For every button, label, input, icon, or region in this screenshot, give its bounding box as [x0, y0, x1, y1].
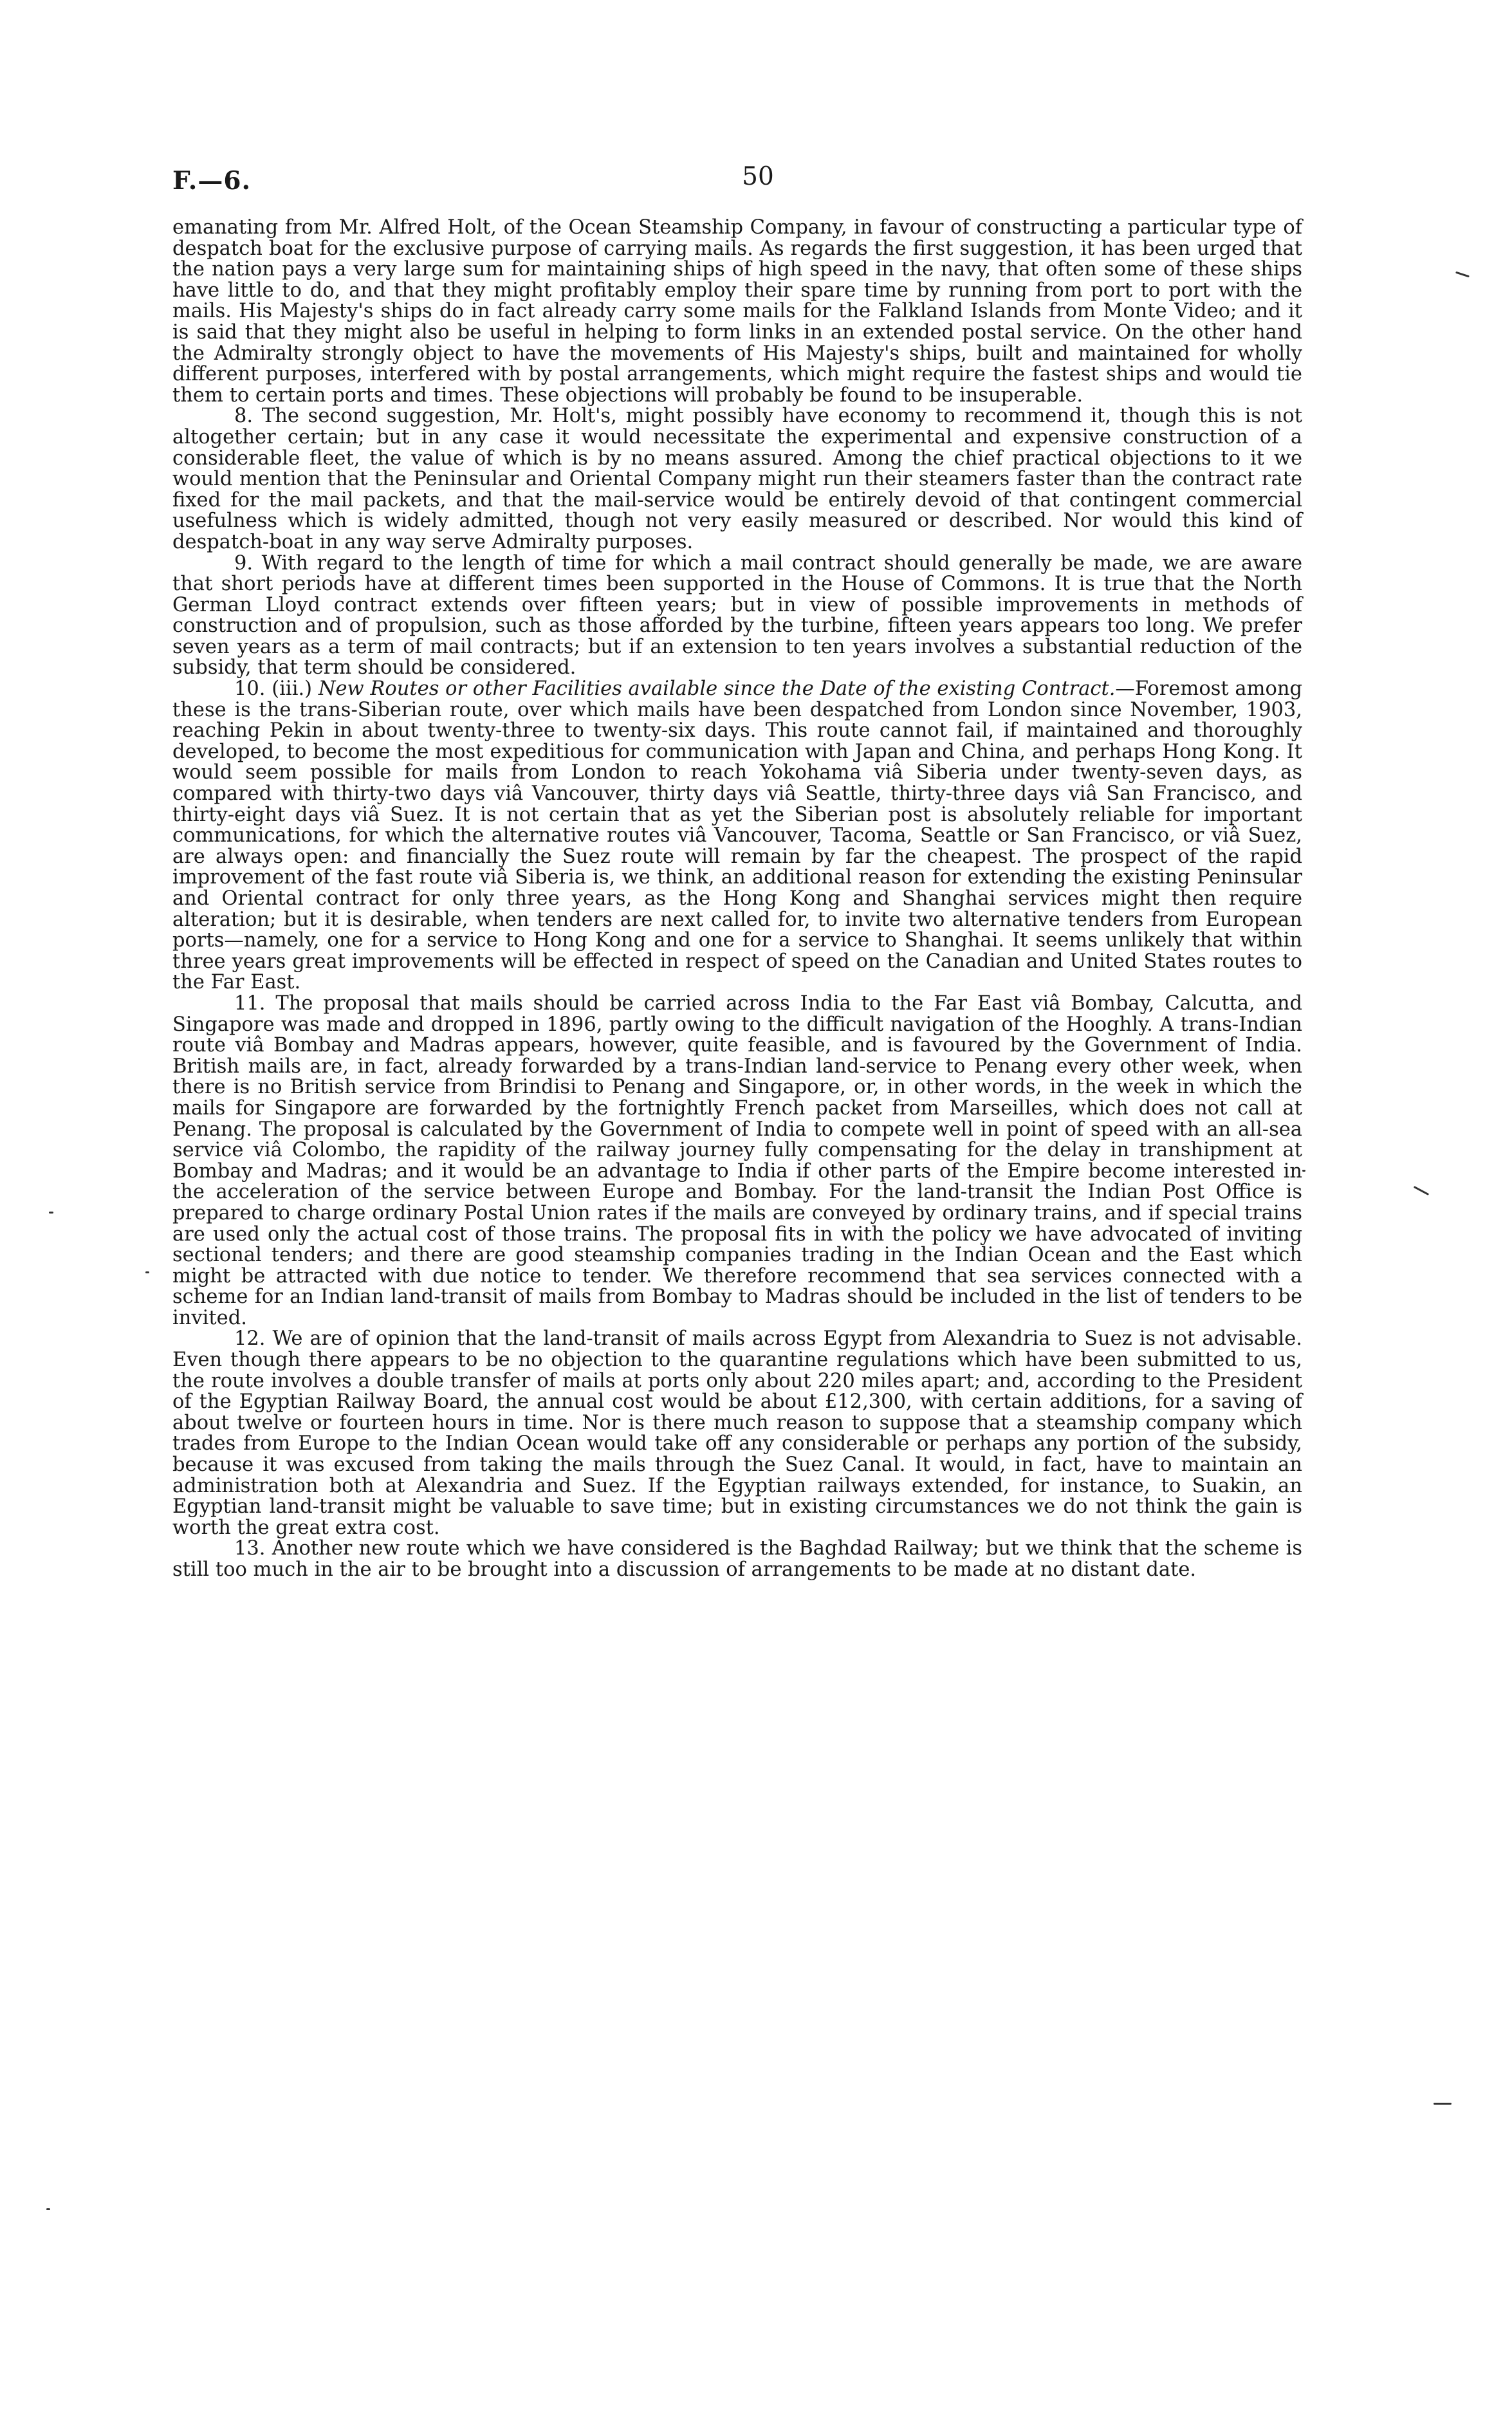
- paragraph-text: We are of opinion that the land-transit of mails across Egypt from Alexandria to Suez is not advisable. Even though there appears to be no objection to the quarantine regulations which have been submitted to us, the route involves a double transfer of mails at ports only about 220 miles apart; and, according to the President of the Egyptian Railway Board, the annual cost would be about £12,300, with certain additions, for a saving of about twelve or fourteen hours in time. Nor is there much reason to suppose that a steamship company which trades from Europe to the Indian Ocean would take off any considerable or perhaps any portion of the subsidy, because it was excused from taking the mails through the Suez Canal. It would, in fact, have to maintain an administration both at Alexandria and Suez. If the Egyptian railways extended, for instance, to Suakin, an Egyptian land-transit might be valuable to save time; but in existing circumstances we do not think the gain is worth the great extra cost.: [172, 1327, 1302, 1539]
- paragraph-number: 12.: [234, 1327, 266, 1351]
- paragraph-number: 8.: [234, 405, 254, 428]
- paragraph-13: [172, 1538, 1302, 1580]
- scan-mark: [1434, 2103, 1452, 2105]
- paragraph-text: The second suggestion, Mr. Holt's, might possibly have economy to recommend it, though this is not altogether certain; but in any case it would necessitate the experimental and expensive construction of a considerable fleet, the value of which is by no means assured. Among the chief practical objections to it we would mention that the Peninsular and Oriental Company might run their steamers faster than the contract rate fixed for the mail packets, and that the mail-service would be entirely devoid of that contingent commercial usefulness which is widely admitted, though not very easily measured or described. Nor would this kind of despatch-boat in any way serve Admiralty purposes.: [172, 405, 1302, 553]
- scan-mark: [145, 1271, 149, 1273]
- paragraph-number: 13.: [234, 1537, 266, 1560]
- paragraph-text: —Foremost among these is the trans-Siberian route, over which mails have been despatched from London since November, 1903, reaching Pekin in about twenty-three to twenty-six days. This route cannot fail, if maintained and thoroughly developed, to become the most expeditious for communication with Japan and China, and perhaps Hong Kong. It would seem possible for mails from London to reach Yokohama viâ Siberia under twenty-seven days, as compared with thirty-two days viâ Vancouver, thirty days viâ Seattle, thirty-three days viâ San Francisco, and thirty-eight days viâ Suez. It is not certain that as yet the Siberian post is absolutely reliable for important communications, for which the alternative routes viâ Vancouver, Tacoma, Seattle or San Francisco, or viâ Suez, are always open: and financially the Suez route will remain by far the cheapest. The prospect of the rapid improvement of the fast route viâ Siberia is, we think, an additional reason for extending the existing Peninsular and Oriental contract for only three years, as the Hong Kong and Shanghai services might then require alteration; but it is desirable, when tenders are next called for, to invite two alternative tenders from European ports—namely, one for a service to Hong Kong and one for a service to Shanghai. It seems unlikely that within three years great improvements will be effected in respect of speed on the Canadian and United States routes to the Far East.: [172, 678, 1302, 994]
- paragraph-text: With regard to the length of time for which a mail contract should generally be made, we are aware that short periods have at different times been supported in the House of Commons. It is true that the North German Lloyd contract extends over fifteen years; but in view of possible improvements in methods of construction and of propulsion, such as those afforded by the turbine, fifteen years appears too long. We prefer seven years as a term of mail contracts; but if an extension to ten years involves a substantial reduction of the subsidy, that term should be considered.: [172, 551, 1302, 679]
- paragraph-number: 11.: [234, 992, 266, 1015]
- paragraph-text: Another new route which we have considered is the Baghdad Railway; but we think that the scheme is still too much in the air to be brought into a discussion of arrangements to be made at no distant date.: [172, 1537, 1303, 1581]
- scan-mark: [1414, 1186, 1429, 1195]
- paragraph-number: 10.: [234, 678, 266, 701]
- scan-mark: [49, 1212, 53, 1214]
- paragraph-9: [172, 553, 1302, 679]
- paragraph-8: [172, 406, 1302, 553]
- scan-mark: [1302, 1170, 1305, 1172]
- body-text: [172, 217, 1302, 1581]
- document-reference: F.—6.: [172, 166, 252, 196]
- section-prefix: (iii.): [272, 678, 313, 701]
- scan-mark: [46, 2208, 50, 2210]
- paragraph-text: emanating from Mr. Alfred Holt, of the Ocean Steamship Company, in favour of constructing a particular type of despatch boat for the exclusive purpose of carrying mails. As regards the first suggestion, it has been urged that the nation pays a very large sum for maintaining ships of high speed in the navy, that often some of these ships have little to do, and that they might profitably employ their spare time by running from port to port with the mails. His Majesty's ships do in fact already carry some mails for the Falkland Islands from Monte Video; and it is said that they might also be useful in helping to form links in an extended postal service. On the other hand the Admiralty strongly object to have the movements of His Majesty's ships, built and maintained for wholly different purposes, interfered with by postal arrangements, which might require the fastest ships and would tie them to certain ports and times. These objections will probably be found to be insuperable.: [172, 216, 1302, 407]
- section-heading: New Routes or other Facilities available since the Date of the existing Contract.: [318, 678, 1116, 701]
- scan-mark: [1455, 272, 1470, 278]
- paragraph-continued: [172, 217, 1302, 406]
- paragraph-12: [172, 1329, 1302, 1538]
- paragraph-11: [172, 993, 1302, 1329]
- paragraph-number: 9.: [234, 551, 254, 575]
- page-number: 50: [742, 162, 774, 191]
- paragraph-text: The proposal that mails should be carried across India to the Far East viâ Bombay, Calcutta, and Singapore was made and dropped in 1896, partly owing to the difficult navigation of the Hooghly. A trans-Indian route viâ Bombay and Madras appears, however, quite feasible, and is favoured by the Government of India. British mails are, in fact, already forwarded by a trans-Indian land-service to Penang every other week, when there is no British service from Brindisi to Penang and Singapore, or, in other words, in the week in which the mails for Singapore are forwarded by the fortnightly French packet from Marseilles, which does not call at Penang. The proposal is calculated by the Government of India to compete well in point of speed with an all-sea service viâ Colombo, the rapidity of the railway journey fully compensating for the delay in transhipment at Bombay and Madras; and it would be an advantage to India if other parts of the Empire become interested in the acceleration of the service between Europe and Bombay. For the land-transit the Indian Post Office is prepared to charge ordinary Postal Union rates if the mails are conveyed by ordinary trains, and if special trains are used only the actual cost of those trains. The proposal fits in with the policy we have advocated of inviting sectional tenders; and there are good steamship companies trading in the Indian Ocean and the East which might be attracted with due notice to tender. We therefore recommend that sea services connected with a scheme for an Indian land-transit of mails from Bombay to Madras should be included in the list of tenders to be invited.: [172, 992, 1302, 1329]
- page-header: [172, 162, 1343, 205]
- paragraph-10: [172, 679, 1302, 993]
